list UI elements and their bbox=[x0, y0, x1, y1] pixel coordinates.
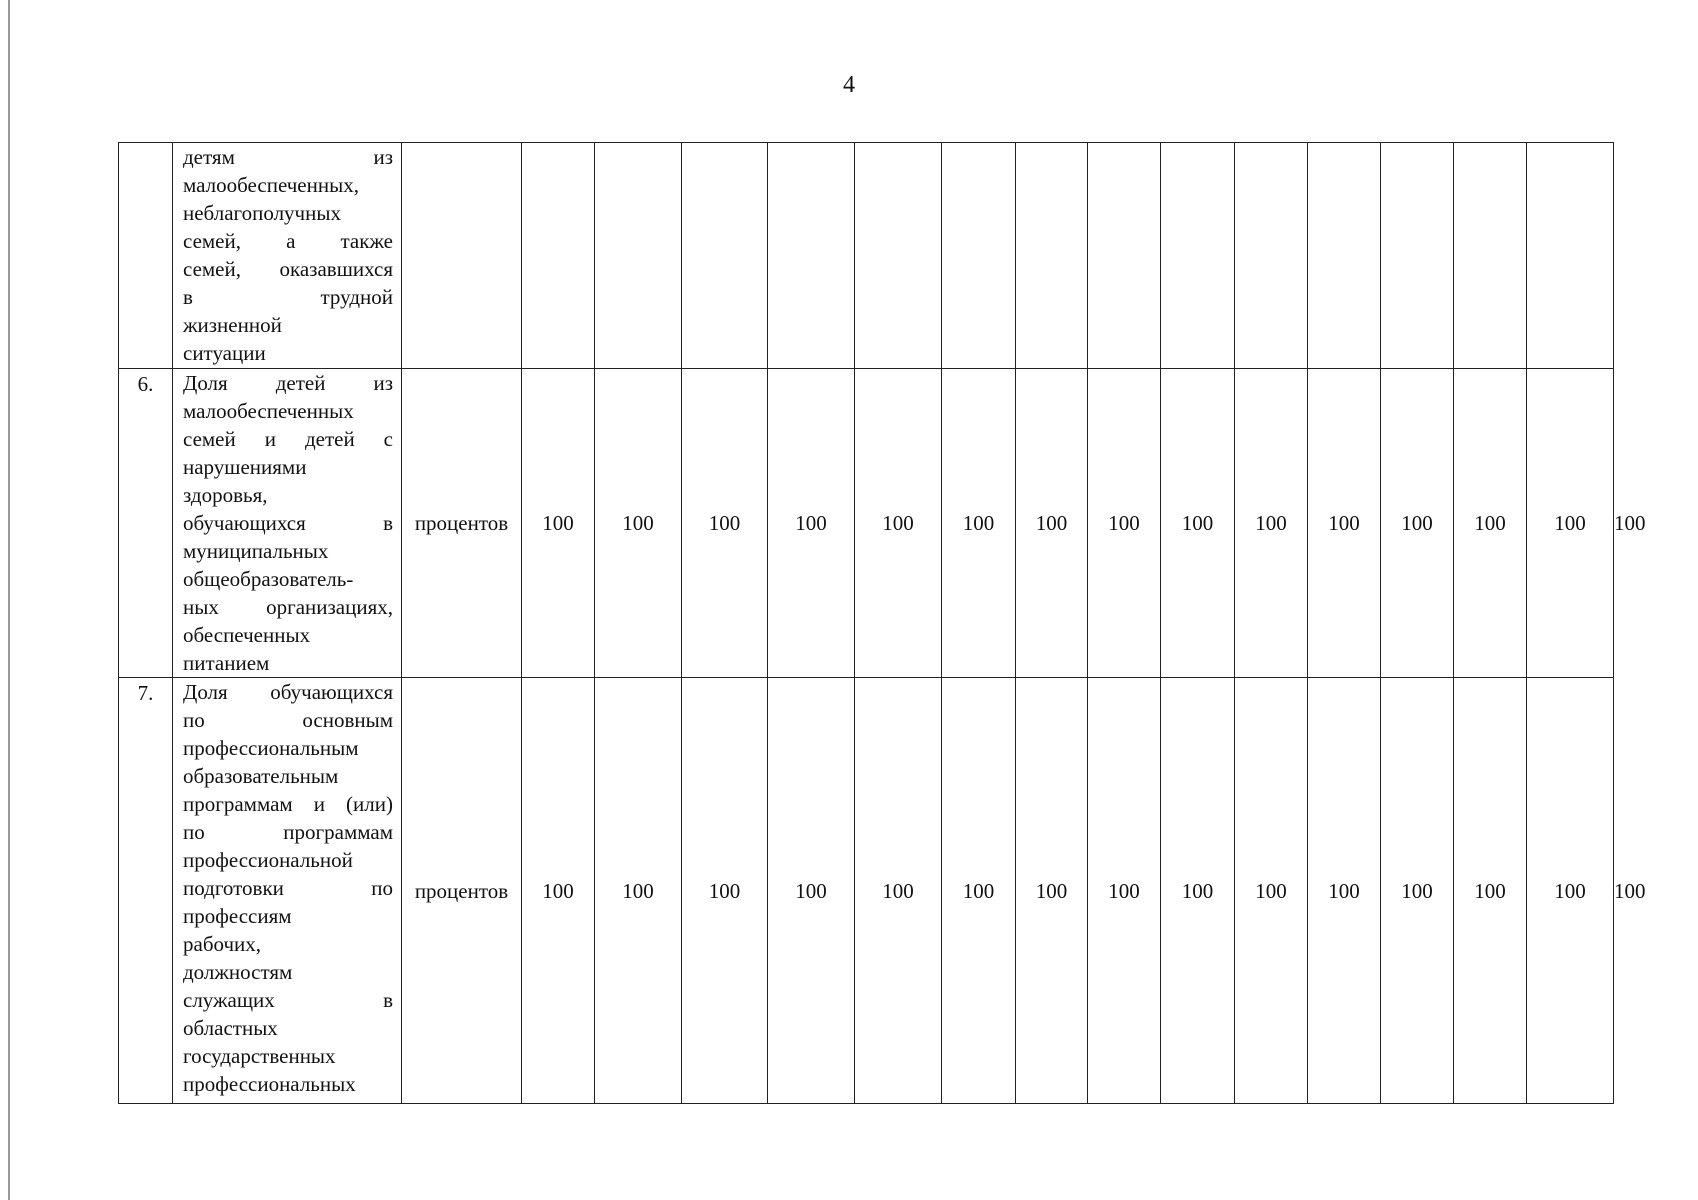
value-cell: 100 bbox=[1454, 678, 1527, 1104]
indicator-name-line: профессиональной bbox=[183, 848, 353, 872]
indicator-name-line: рабочих, bbox=[183, 932, 262, 956]
table-row: 7. Доля обучающихся по основным профессиональным образовательным программам и (или) по программам профессиональной подготовки по профессиям рабочих, должностям служащих в областных государственных профессиональных процентов 100 100 100 100 100 100 100 100 100 100 100 100 100 100 100 bbox=[119, 678, 1614, 1104]
page-number: 4 bbox=[843, 72, 855, 98]
indicator-name-line: ных организациях, bbox=[183, 595, 393, 619]
value-cell bbox=[1454, 143, 1527, 369]
indicator-name-line: служащих в bbox=[183, 988, 393, 1012]
indicator-name-line: профессиональных bbox=[183, 1072, 356, 1096]
value-cell: 100 bbox=[942, 369, 1016, 678]
value-cell: 100 bbox=[1088, 369, 1161, 678]
value-cell: 100 bbox=[522, 369, 595, 678]
value-cell bbox=[942, 143, 1016, 369]
indicator-name-cell bbox=[173, 369, 402, 678]
value-cell bbox=[1235, 143, 1308, 369]
table-row bbox=[119, 143, 1614, 369]
indicator-name-line: Доля обучающихся bbox=[183, 680, 393, 704]
indicator-name-line: профессиям bbox=[183, 904, 292, 928]
indicator-name-line: питанием bbox=[183, 651, 270, 675]
value-cell: 100 bbox=[1308, 678, 1381, 1104]
indicator-name-line: по основным bbox=[183, 708, 393, 732]
value-cell bbox=[595, 143, 682, 369]
indicator-name-line: профессиональным bbox=[183, 736, 359, 760]
value-cell bbox=[855, 143, 942, 369]
value-cell: 100 bbox=[522, 678, 595, 1104]
indicator-name-line: государственных bbox=[183, 1044, 336, 1068]
value-cell: 100 bbox=[1454, 369, 1527, 678]
row-number-cell bbox=[119, 369, 173, 678]
indicator-name-line: детям из bbox=[183, 145, 393, 169]
value-cell: 100 bbox=[595, 678, 682, 1104]
row-number-cell bbox=[119, 678, 173, 1104]
value-cell: 100 bbox=[1161, 678, 1235, 1104]
value-cell bbox=[1527, 143, 1614, 369]
row-number bbox=[119, 143, 172, 144]
value-cell: 100 bbox=[1235, 678, 1308, 1104]
indicator-name-line: малообеспеченных bbox=[183, 399, 354, 423]
value-cell: 100 bbox=[1016, 369, 1088, 678]
indicator-name-line: малообеспеченных, bbox=[183, 173, 359, 197]
indicator-name-line: здоровья, bbox=[183, 483, 268, 507]
value-cell: 100 bbox=[1527, 369, 1614, 678]
row-number: 6. bbox=[137, 372, 154, 396]
indicator-name-line: подготовки по bbox=[183, 876, 393, 900]
value-cell bbox=[1308, 143, 1381, 369]
row-number-cell bbox=[119, 143, 173, 369]
indicator-name-line: неблагополучных bbox=[183, 201, 341, 225]
value-cell: 100 bbox=[682, 369, 768, 678]
unit-cell: процентов bbox=[402, 369, 522, 678]
value-cell: 100 bbox=[1527, 678, 1614, 1104]
indicators-table bbox=[118, 142, 1646, 1104]
value-cell: 100 bbox=[1381, 678, 1454, 1104]
unit-cell bbox=[402, 143, 522, 369]
indicator-name-line: обучающихся в bbox=[183, 511, 393, 535]
indicator-name-line: должностям bbox=[183, 960, 293, 984]
indicator-name-cell bbox=[173, 143, 402, 369]
indicator-name-line: в трудной bbox=[183, 285, 393, 309]
value-cell: 100 bbox=[768, 369, 855, 678]
value-cell: 100 bbox=[768, 678, 855, 1104]
value-cell: 100 bbox=[1308, 369, 1381, 678]
unit-cell: процентов bbox=[402, 678, 522, 1104]
table-row: 6. Доля детей из малообеспеченных семей и детей с нарушениями здоровья, обучающихся в муниципальных общеобразователь- ных организациях, обеспеченных питанием процентов 100 100 100 100 100 100 100 100 100 100 100 100 100 100 100 bbox=[119, 369, 1614, 678]
value-cell bbox=[1088, 143, 1161, 369]
indicator-name-line: семей, а также bbox=[183, 229, 393, 253]
value-cell: 100 bbox=[942, 678, 1016, 1104]
row-number: 7. bbox=[137, 681, 154, 705]
value-cell: 100 bbox=[1235, 369, 1308, 678]
value-cell: 100 bbox=[855, 678, 942, 1104]
indicator-name-line: по программам bbox=[183, 820, 393, 844]
indicator-name-line: муниципальных bbox=[183, 539, 329, 563]
value-cell: 100 bbox=[595, 369, 682, 678]
indicator-name-line: нарушениями bbox=[183, 455, 307, 479]
value-cell: 100 bbox=[855, 369, 942, 678]
indicator-name-line: семей и детей с bbox=[183, 427, 393, 451]
value-cell: 100 bbox=[1088, 678, 1161, 1104]
indicator-name-line: областных bbox=[183, 1016, 278, 1040]
indicator-name-line: образовательным bbox=[183, 764, 339, 788]
indicator-name-line: общеобразователь- bbox=[183, 567, 354, 591]
indicator-name-line: семей, оказавшихся bbox=[183, 257, 393, 281]
value-cell: 100 bbox=[682, 678, 768, 1104]
indicator-name-cell bbox=[173, 678, 402, 1104]
value-cell: 100 bbox=[1161, 369, 1235, 678]
value-cell bbox=[1161, 143, 1235, 369]
value-cell bbox=[522, 143, 595, 369]
value-cell: 100 bbox=[1016, 678, 1088, 1104]
indicator-name-line: программам и (или) bbox=[183, 792, 393, 816]
indicator-name-line: Доля детей из bbox=[183, 371, 393, 395]
value-cell: 100 bbox=[1381, 369, 1454, 678]
scan-edge-line bbox=[8, 0, 10, 1200]
indicator-name-line: обеспеченных bbox=[183, 623, 311, 647]
value-cell bbox=[768, 143, 855, 369]
value-cell bbox=[1016, 143, 1088, 369]
value-cell bbox=[682, 143, 768, 369]
indicator-name-line: жизненной bbox=[183, 313, 282, 337]
indicator-name-line: ситуации bbox=[183, 341, 266, 365]
value-cell bbox=[1381, 143, 1454, 369]
